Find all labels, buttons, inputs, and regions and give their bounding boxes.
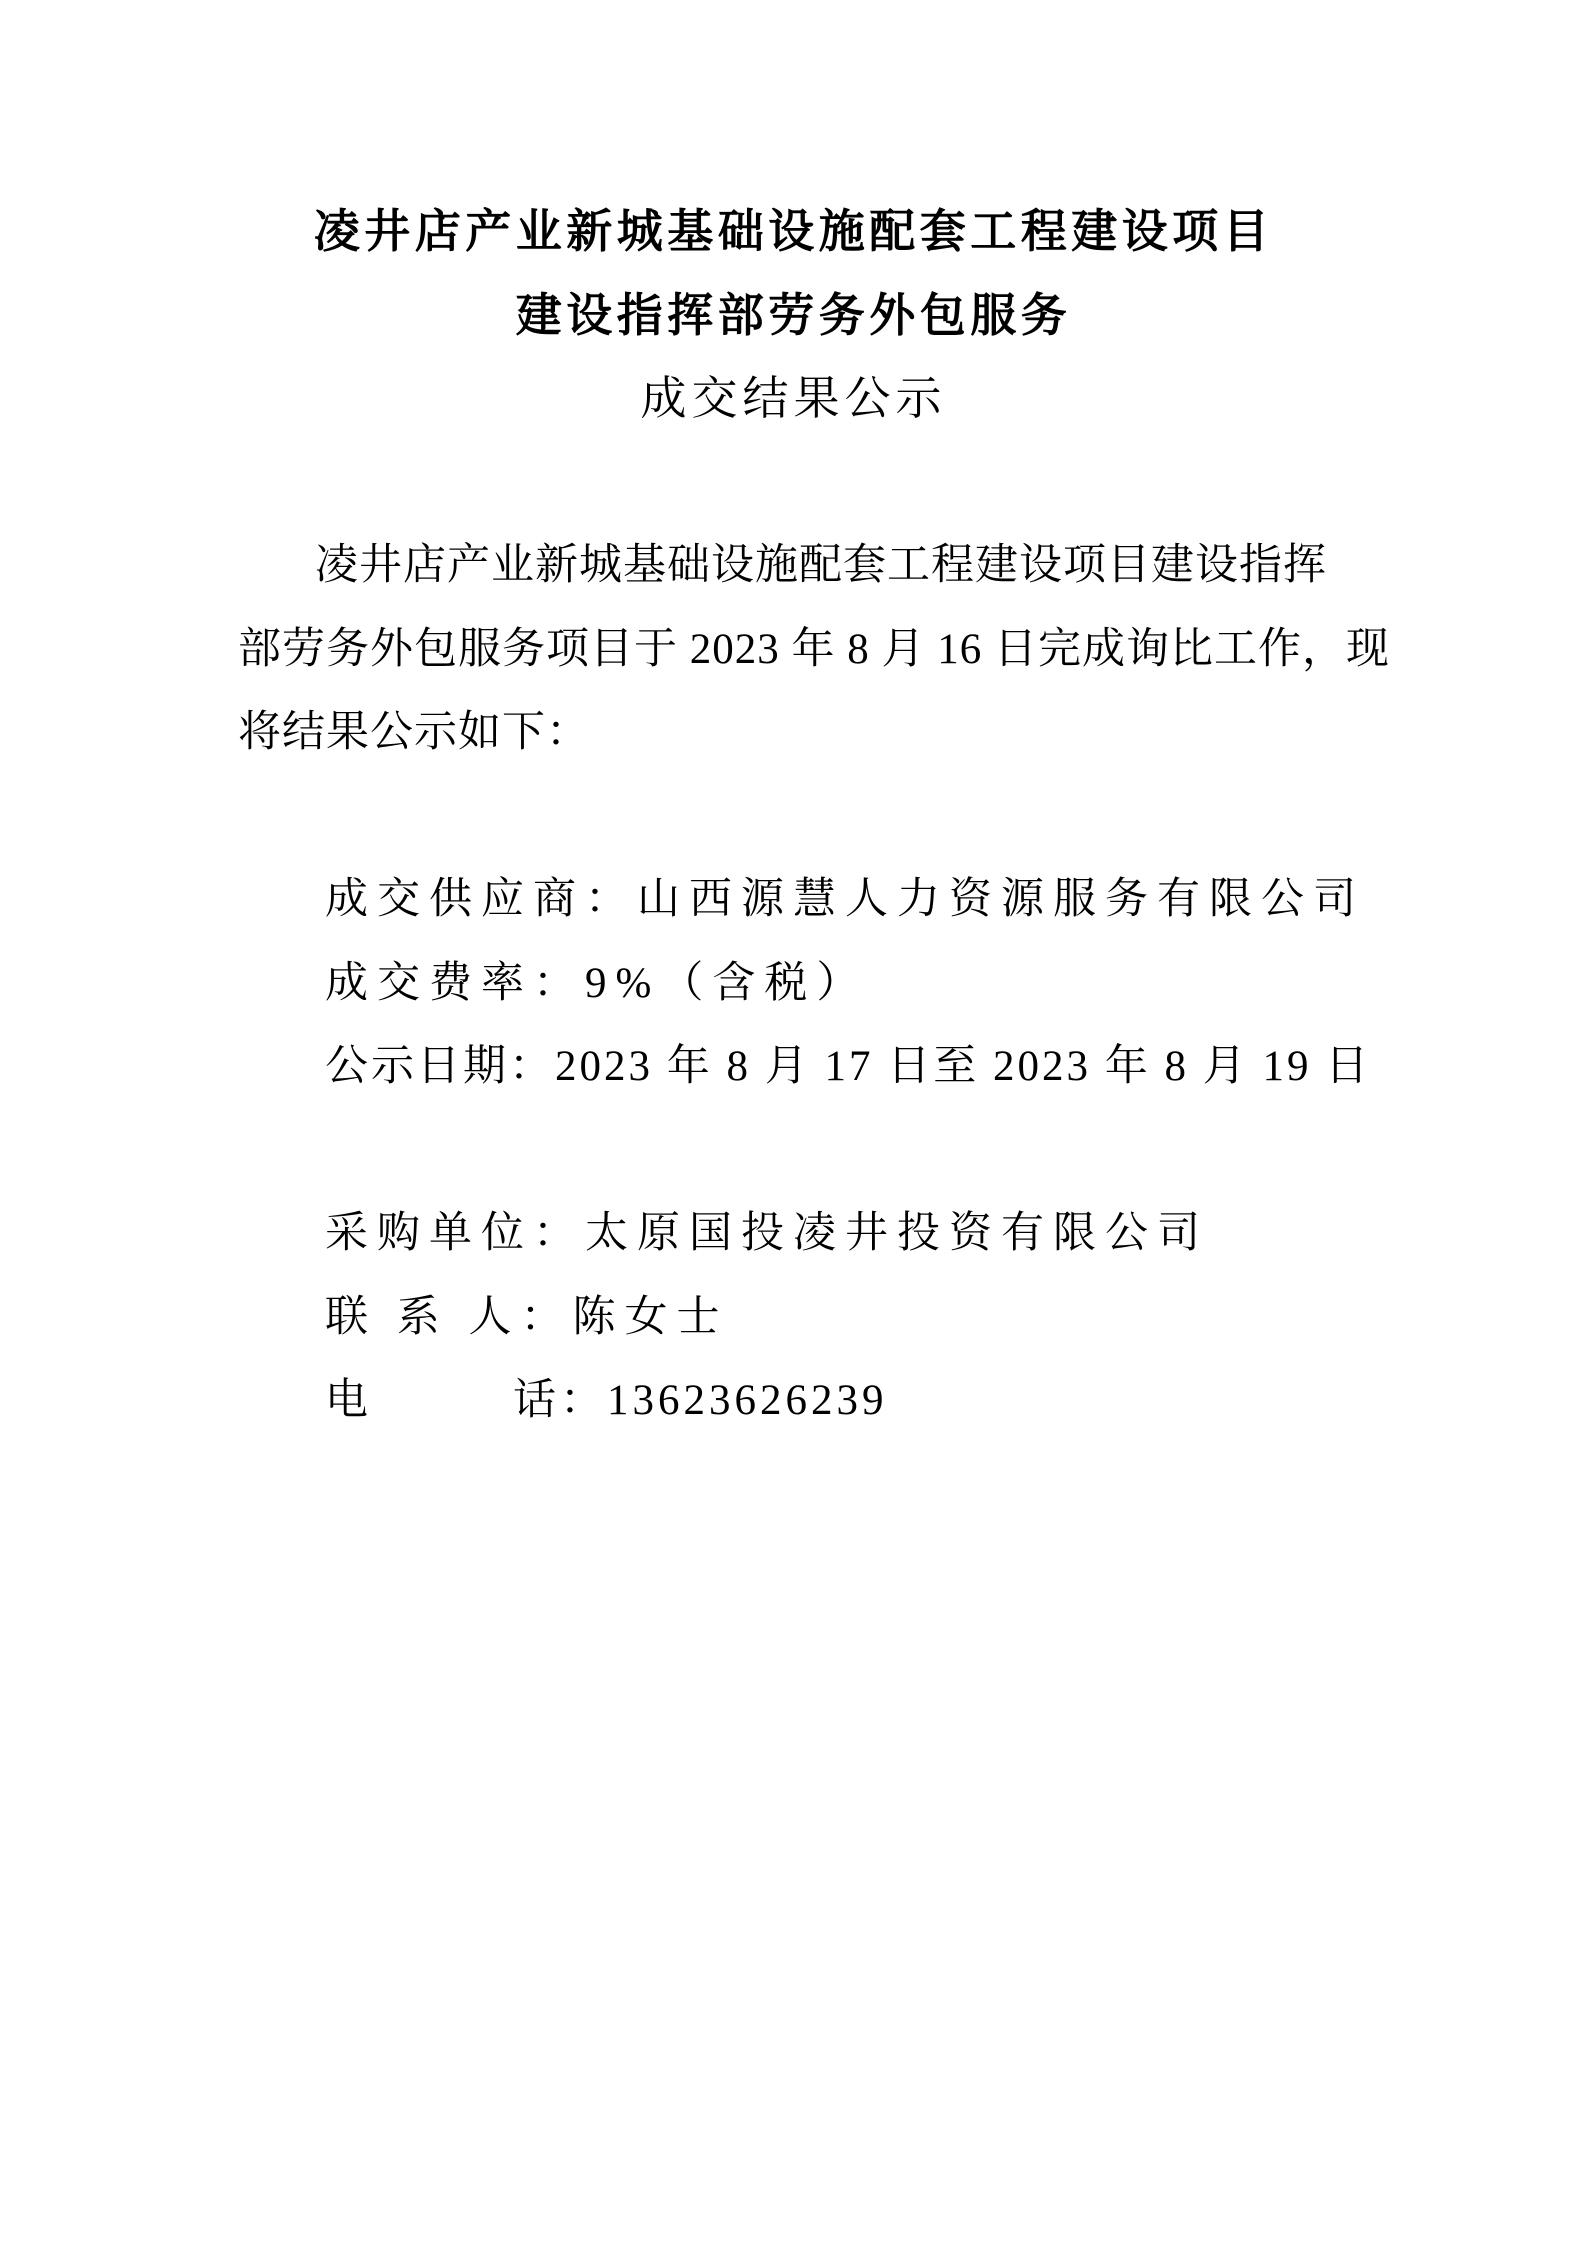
doc-subtitle-result-publicity: 成交结果公示 [640,373,947,424]
intro-paragraph-line-2: 部劳务外包服务项目于 2023 年 8 月 16 日完成询比工作，现 [238,625,1390,673]
doc-title-line-1: 凌井店产业新城基础设施配套工程建设项目 [313,206,1274,257]
contact-person-line: 联 系 人：陈女士 [325,1293,729,1341]
intro-paragraph-line-1: 凌井店产业新城基础设施配套工程建设项目建设指挥 [315,542,1327,589]
winning-supplier-line: 成交供应商：山西源慧人力资源服务有限公司 [325,876,1365,923]
purchasing-unit-line: 采购单位：太原国投凌井投资有限公司 [325,1210,1209,1257]
doc-title-line-2: 建设指挥部劳务外包服务 [515,289,1072,341]
spacer [238,441,1349,525]
intro-paragraph-line-3: 将结果公示如下： [238,709,590,756]
spacer [238,775,1349,859]
transaction-fee-rate-line: 成交费率：9%（含税） [325,959,869,1007]
contact-phone-line: 电 话：13623626239 [325,1377,888,1424]
spacer [238,1109,1349,1193]
publicity-period-line: 公示日期：2023 年 8 月 17 日至 2023 年 8 月 19 日 [325,1043,1372,1090]
